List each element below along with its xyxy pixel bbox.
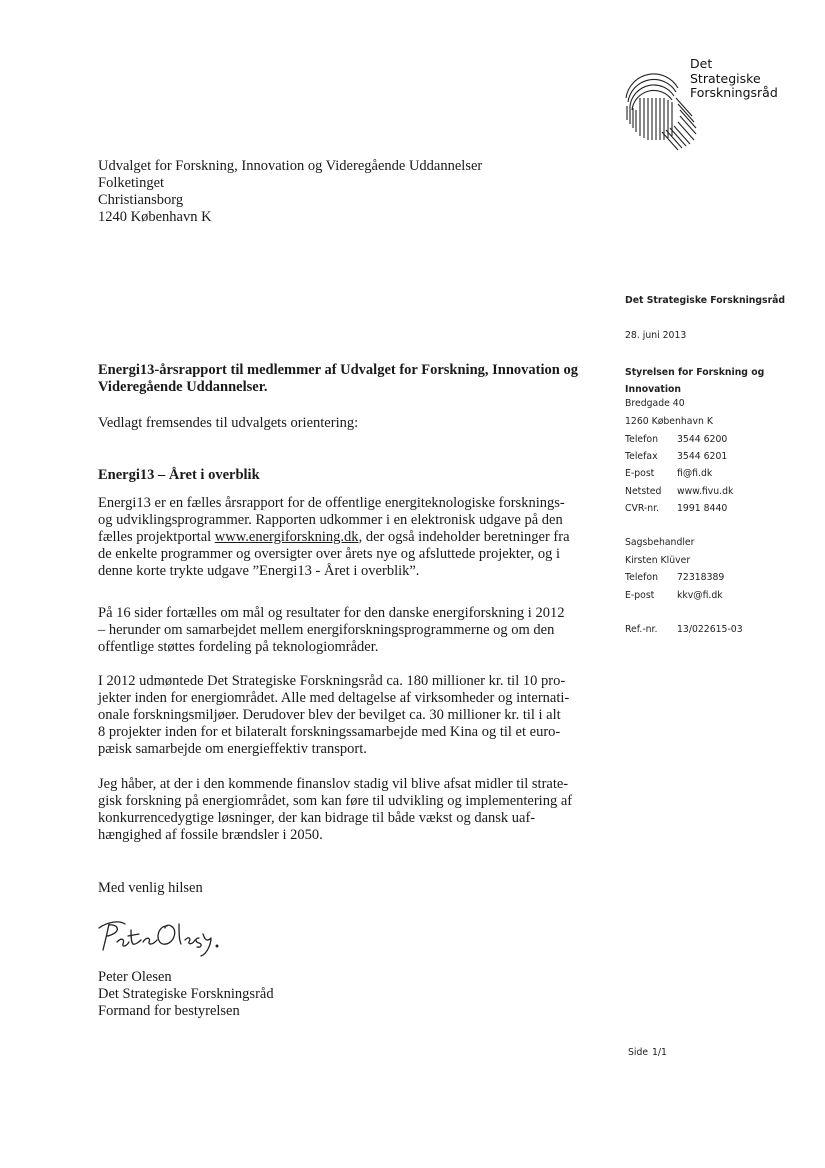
letter-subject bbox=[98, 362, 578, 396]
agency-name bbox=[625, 364, 764, 398]
agency-line: Styrelsen for Forskning og bbox=[625, 367, 765, 378]
page-label: Side bbox=[628, 1047, 649, 1058]
contact-label: E-post bbox=[625, 468, 655, 479]
case-handler-name: Kirsten Klüver bbox=[625, 555, 691, 566]
contact-value: kkv@fi.dk bbox=[677, 590, 723, 601]
agency-street: Bredgade 40 bbox=[625, 398, 685, 409]
contact-row bbox=[625, 468, 712, 479]
case-handler-label: Sagsbehandler bbox=[625, 537, 695, 548]
sender-org: Det Strategiske Forskningsråd bbox=[625, 295, 786, 306]
page-value: 1/1 bbox=[652, 1047, 667, 1058]
paragraph-line: På 16 sider fortælles om mål og resultater for den danske energiforskning i 2012 bbox=[98, 605, 565, 621]
subject-line: Videregående Uddannelser. bbox=[98, 379, 268, 395]
agency-city: 1260 København K bbox=[625, 416, 713, 427]
signature-block bbox=[98, 969, 274, 1020]
recipient-address bbox=[98, 158, 482, 226]
contact-value: 3544 6201 bbox=[677, 451, 728, 462]
signer-org: Det Strategiske Forskningsråd bbox=[98, 986, 274, 1002]
reference-value: 13/022615-03 bbox=[677, 624, 743, 635]
contact-row bbox=[625, 503, 727, 514]
paragraph-line: jekter inden for energiområdet. Alle med deltagelse af virksomheder og internati- bbox=[98, 690, 570, 706]
handwritten-signature bbox=[95, 912, 225, 962]
paragraph-line: – herunder om samarbejdet mellem energiforskningsprogrammerne og om den bbox=[98, 622, 555, 638]
contact-value: 72318389 bbox=[677, 572, 725, 583]
contact-value: 1991 8440 bbox=[677, 503, 728, 514]
handler-contact-row bbox=[625, 590, 723, 601]
page-number bbox=[628, 1047, 667, 1058]
paragraph-line: og udviklingsprogrammer. Rapporten udkommer i en elektronisk udgave på den bbox=[98, 512, 563, 528]
contact-label: E-post bbox=[625, 590, 655, 601]
paragraph-line: Energi13 er en fælles årsrapport for de offentlige energiteknologiske forsknings- bbox=[98, 495, 565, 511]
paragraph-line: onale forskningsmiljøer. Derudover blev der bevilget ca. 30 millioner kr. til i alt bbox=[98, 707, 561, 723]
paragraph-3 bbox=[98, 673, 569, 758]
paragraph-1 bbox=[98, 495, 570, 580]
agency-line: Innovation bbox=[625, 384, 682, 395]
contact-label: Telefon bbox=[625, 572, 658, 583]
paragraph-line: gisk forskning på energiområdet, som kan føre til udvikling og implementering af bbox=[98, 793, 573, 809]
paragraph-line: I 2012 udmøntede Det Strategiske Forskningsråd ca. 180 millioner kr. til 10 pro- bbox=[98, 673, 566, 689]
logo-line: Det bbox=[690, 56, 713, 71]
contact-label: Telefax bbox=[625, 451, 658, 462]
logo-line: Forskningsråd bbox=[690, 85, 778, 100]
paragraph-line: Jeg håber, at der i den kommende finanslov stadig vil blive afsat midler til strate- bbox=[98, 776, 569, 792]
paragraph-2 bbox=[98, 605, 564, 656]
logo-line: Strategiske bbox=[690, 70, 761, 86]
contact-label: Telefon bbox=[625, 434, 658, 445]
contact-value: 3544 6200 bbox=[677, 434, 728, 445]
energiforskning-link[interactable]: www.energiforskning.dk bbox=[214, 529, 359, 545]
paragraph-line: hængighed af fossile brændsler i 2050. bbox=[98, 827, 323, 843]
paragraph-line: denne korte trykte udgave ”Energi13 - Året i overblik”. bbox=[98, 563, 420, 579]
signer-name: Peter Olesen bbox=[98, 969, 172, 985]
paragraph-4 bbox=[98, 776, 572, 844]
contact-row bbox=[625, 451, 727, 462]
signer-title: Formand for bestyrelsen bbox=[98, 1003, 240, 1019]
logo-text bbox=[690, 57, 778, 101]
paragraph-line: 8 projekter inden for et bilateralt forskningssamarbejde med Kina og til et euro- bbox=[98, 724, 561, 740]
text-run: fælles projektportal bbox=[98, 529, 215, 545]
contact-label: CVR-nr. bbox=[625, 503, 660, 514]
contact-value: fi@fi.dk bbox=[677, 468, 713, 479]
reference-row bbox=[625, 624, 743, 635]
contact-label: Netsted bbox=[625, 486, 662, 497]
reference-label: Ref.-nr. bbox=[625, 624, 658, 635]
contact-value: www.fivu.dk bbox=[677, 486, 734, 497]
paragraph-line: konkurrencedygtige løsninger, der kan bidrage til både vækst og dansk uaf- bbox=[98, 810, 536, 826]
contact-row bbox=[625, 434, 727, 445]
section-heading: Energi13 – Året i overblik bbox=[98, 467, 260, 483]
closing: Med venlig hilsen bbox=[98, 880, 203, 896]
address-line: Udvalget for Forskning, Innovation og Videregående Uddannelser bbox=[98, 158, 483, 174]
handler-contact-row bbox=[625, 572, 724, 583]
subject-line: Energi13-årsrapport til medlemmer af Udvalget for Forskning, Innovation og bbox=[98, 362, 578, 378]
intro-text: Vedlagt fremsendes til udvalgets orientering: bbox=[98, 415, 359, 431]
paragraph-line: offentlige støttes fordeling på teknologiområder. bbox=[98, 639, 379, 655]
address-line: Christiansborg bbox=[98, 192, 184, 208]
text-run: , der også indeholder beretninger fra bbox=[358, 529, 570, 545]
contact-row bbox=[625, 486, 733, 497]
address-line: 1240 København K bbox=[98, 209, 212, 225]
address-line: Folketinget bbox=[98, 175, 165, 191]
paragraph-line: de enkelte programmer og oversigter over årets nye og afsluttede projekter, og i bbox=[98, 546, 561, 562]
paragraph-line bbox=[98, 529, 570, 546]
letter-date: 28. juni 2013 bbox=[625, 330, 687, 341]
paragraph-line: pæisk samarbejde om energieffektiv transport. bbox=[98, 741, 367, 757]
